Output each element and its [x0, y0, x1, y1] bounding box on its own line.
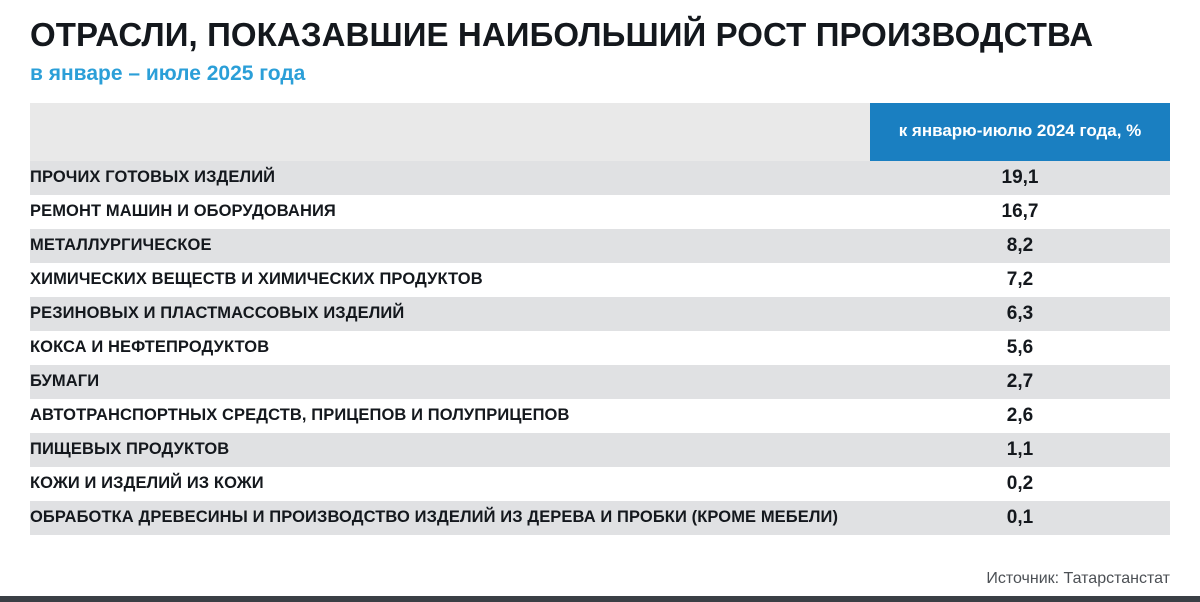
row-label: ПРОЧИХ ГОТОВЫХ ИЗДЕЛИЙ	[30, 161, 870, 195]
row-value: 0,2	[870, 467, 1170, 501]
table-header-row	[30, 103, 1170, 161]
row-label: АВТОТРАНСПОРТНЫХ СРЕДСТВ, ПРИЦЕПОВ И ПОЛУПРИЦЕПОВ	[30, 399, 870, 433]
row-label: РЕЗИНОВЫХ И ПЛАСТМАССОВЫХ ИЗДЕЛИЙ	[30, 297, 870, 331]
row-value: 2,6	[870, 399, 1170, 433]
table-row	[30, 263, 1170, 297]
row-value: 0,1	[870, 501, 1170, 535]
industries-table	[30, 103, 1170, 535]
table-row	[30, 161, 1170, 195]
row-value: 8,2	[870, 229, 1170, 263]
source-note: Источник: Татарстанстат	[986, 570, 1170, 587]
row-value: 5,6	[870, 331, 1170, 365]
table-row	[30, 195, 1170, 229]
table-row	[30, 297, 1170, 331]
row-label: МЕТАЛЛУРГИЧЕСКОЕ	[30, 229, 870, 263]
bottom-bar	[0, 596, 1200, 602]
row-label: БУМАГИ	[30, 365, 870, 399]
table-row	[30, 467, 1170, 501]
row-label: ХИМИЧЕСКИХ ВЕЩЕСТВ И ХИМИЧЕСКИХ ПРОДУКТОВ	[30, 263, 870, 297]
table-row	[30, 501, 1170, 535]
table-row	[30, 229, 1170, 263]
table-row	[30, 331, 1170, 365]
row-value: 2,7	[870, 365, 1170, 399]
row-label: КОКСА И НЕФТЕПРОДУКТОВ	[30, 331, 870, 365]
row-value: 6,3	[870, 297, 1170, 331]
row-value: 16,7	[870, 195, 1170, 229]
table-row	[30, 365, 1170, 399]
row-label: РЕМОНТ МАШИН И ОБОРУДОВАНИЯ	[30, 195, 870, 229]
table-row	[30, 433, 1170, 467]
table-body	[30, 161, 1170, 535]
row-label: ПИЩЕВЫХ ПРОДУКТОВ	[30, 433, 870, 467]
row-value: 1,1	[870, 433, 1170, 467]
row-label: КОЖИ И ИЗДЕЛИЙ ИЗ КОЖИ	[30, 467, 870, 501]
column-header-value: к январю-июлю 2024 года, %	[870, 103, 1170, 161]
page-subtitle: в январе – июле 2025 года	[30, 61, 306, 85]
page-title: ОТРАСЛИ, ПОКАЗАВШИЕ НАИБОЛЬШИЙ РОСТ ПРОИЗВОДСТВА	[30, 16, 1094, 53]
row-label: ОБРАБОТКА ДРЕВЕСИНЫ И ПРОИЗВОДСТВО ИЗДЕЛИЙ ИЗ ДЕРЕВА И ПРОБКИ (КРОМЕ МЕБЕЛИ)	[30, 501, 870, 535]
column-header-industry	[30, 103, 870, 161]
table-row	[30, 399, 1170, 433]
table-header	[30, 103, 1170, 161]
row-value: 7,2	[870, 263, 1170, 297]
row-value: 19,1	[870, 161, 1170, 195]
